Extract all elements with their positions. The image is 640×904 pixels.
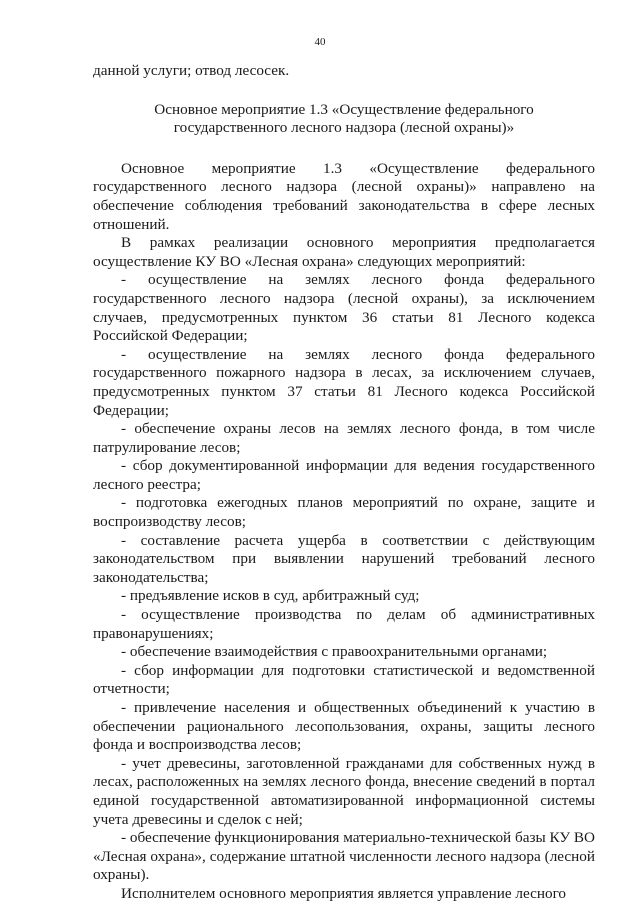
paragraph-intro: Основное мероприятие 1.3 «Осуществление федерального государственного лесного надзора (лесной охраны)» направлено на обеспечение соблюдения требований законодательства в сфере лесных отношений. <box>93 159 595 233</box>
page-number: 40 <box>314 36 326 48</box>
list-item: - сбор документированной информации для ведения государственного лесного реестра; <box>93 457 595 493</box>
list-item: - обеспечение охраны лесов на землях лесного фонда, в том числе патрулирование лесов; <box>93 420 595 456</box>
section-heading: Основное мероприятие 1.3 «Осуществление федерального государственного лесного надзора (лесной охраны)» <box>154 100 534 137</box>
document-body <box>93 62 595 904</box>
paragraph-continuation: данной услуги; отвод лесосек. <box>93 62 290 79</box>
paragraph-activities-lead: В рамках реализации основного мероприятия предполагается осуществление КУ ВО «Лесная охрана» следующих мероприятий: <box>93 234 595 270</box>
list-item: - сбор информации для подготовки статистической и ведомственной отчетности; <box>93 661 595 698</box>
paragraph-executor: Исполнителем основного мероприятия является управление лесного <box>121 884 567 902</box>
list-item: - подготовка ежегодных планов мероприятий по охране, защите и воспроизводству лесов; <box>93 494 595 531</box>
list-item: - привлечение населения и общественных объединений к участию в обеспечении рационального лесопользования, охраны, защиты лесного фонда и воспроизводства лесов; <box>93 699 595 754</box>
list-item: - осуществление на землях лесного фонда федерального государственного лесного надзора (лесной охраны), за исключением случаев, предусмотренных пунктом 36 статьи 81 Лесного кодекса Российской Федерации; <box>93 271 595 345</box>
list-item: - обеспечение взаимодействия с правоохранительными органами; <box>121 643 548 661</box>
list-item: - осуществление на землях лесного фонда федерального государственного пожарного надзора в лесах, за исключением случаев, предусмотренных пунктом 37 статьи 81 Лесного кодекса Российской Федерации; <box>93 345 595 419</box>
list-item: - предъявление исков в суд, арбитражный суд; <box>121 587 420 605</box>
list-item: - обеспечение функционирования материально-технической базы КУ ВО «Лесная охрана», содержание штатной численности лесного надзора (лесной охраны). <box>93 829 595 884</box>
list-item: - осуществление производства по делам об административных правонарушениях; <box>93 606 595 642</box>
list-item: - составление расчета ущерба в соответствии с действующим законодательством при выявлении нарушений требований лесного законодательства; <box>93 531 595 586</box>
list-item: - учет древесины, заготовленной гражданами для собственных нужд в лесах, расположенных на землях лесного фонда, внесение сведений в портал единой государственной автоматизированной информационной системы учета древесины и сделок с ней; <box>93 754 595 828</box>
